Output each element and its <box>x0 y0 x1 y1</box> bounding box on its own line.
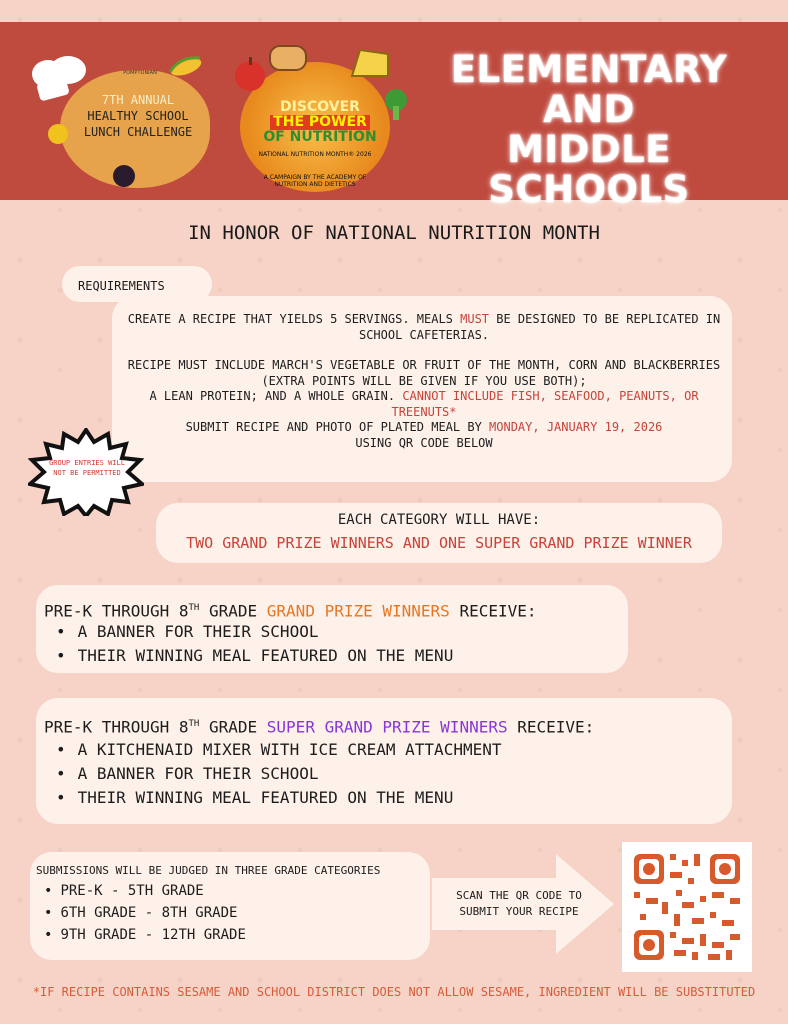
category-line-1: EACH CATEGORY WILL HAVE: <box>337 512 541 528</box>
list-item: • PRE-K - 5TH GRADE <box>44 880 246 902</box>
sgp-sup: TH <box>188 719 200 729</box>
sgp-grade: GRADE <box>199 717 267 737</box>
requirements-paragraph-3 <box>120 420 728 451</box>
grand-prize-heading <box>44 598 537 621</box>
logo2-nutrition: OF NUTRITION <box>263 129 377 145</box>
healthy-lunch-challenge-logo <box>28 44 218 194</box>
super-grand-prize-heading <box>44 714 594 737</box>
honor-heading: IN HONOR OF NATIONAL NUTRITION MONTH <box>188 222 600 244</box>
qr-code-icon <box>622 842 752 972</box>
list-item: • THEIR WINNING MEAL FEATURED ON THE MENU <box>56 644 453 668</box>
sgp-highlight: SUPER GRAND PRIZE WINNERS <box>266 717 508 737</box>
sgp-suffix: RECEIVE: <box>507 717 595 737</box>
sgp-prefix: PRE-K THROUGH 8 <box>44 717 189 737</box>
banner-title-line-3: MIDDLE SCHOOLS <box>488 128 690 211</box>
list-item: • THEIR WINNING MEAL FEATURED ON THE MENU <box>56 786 501 810</box>
logo-line-lunch: LUNCH CHALLENGE <box>83 125 193 139</box>
req-p2-b: A LEAN PROTEIN; AND A WHOLE GRAIN. <box>149 389 403 403</box>
bread-icon <box>266 40 310 74</box>
gp-sup: TH <box>188 603 200 613</box>
req-p2-a: RECIPE MUST INCLUDE MARCH'S VEGETABLE OR FRUIT OF THE MONTH, CORN AND BLACKBERRIES (EXTRA POINTS WILL BE GIVEN IF YOU USE BOTH); <box>127 358 721 388</box>
qr-code[interactable] <box>622 842 752 972</box>
req-p1-a: CREATE A RECIPE THAT YIELDS 5 SERVINGS. MEALS <box>127 312 461 326</box>
logo2-campaign: A CAMPAIGN BY THE ACADEMY OF NUTRITION AND DIETETICS <box>263 174 367 188</box>
gp-grade: GRADE <box>199 601 267 621</box>
corn-icon <box>166 52 206 82</box>
logo2-title <box>240 100 400 145</box>
banner-title-line-2: AND <box>543 88 635 131</box>
banner-title <box>444 50 734 210</box>
requirements-label: REQUIREMENTS <box>78 279 165 293</box>
logo-text <box>68 92 208 140</box>
logo-brand: POMPTONIAN <box>123 70 157 76</box>
group-entries-note: GROUP ENTRIES WILL NOT BE PERMITTED <box>49 459 125 477</box>
req-p1-b: BE DESIGNED TO BE REPLICATED IN SCHOOL CAFETERIAS. <box>358 312 721 342</box>
qr-prompt: SCAN THE QR CODE TO SUBMIT YOUR RECIPE <box>456 889 582 918</box>
requirements-paragraph-1 <box>120 312 728 343</box>
grand-prize-list <box>56 620 453 668</box>
list-item: • 9TH GRADE - 12TH GRADE <box>44 924 246 946</box>
logo2-nnm: NATIONAL NUTRITION MONTH® 2026 <box>258 151 372 158</box>
cheese-icon <box>350 46 390 82</box>
logo2-discover: DISCOVER <box>280 99 360 115</box>
logo2-power: THE POWER <box>270 115 370 130</box>
req-p1-must: MUST <box>460 312 490 326</box>
requirements-text <box>120 312 728 451</box>
judging-list <box>44 880 246 946</box>
req-p2-restriction: CANNOT INCLUDE FISH, SEAFOOD, PEANUTS, OR TREENUTS* <box>391 389 699 419</box>
super-grand-prize-list <box>56 738 501 810</box>
requirements-paragraph-2 <box>120 358 728 420</box>
req-p3-a: SUBMIT RECIPE AND PHOTO OF PLATED MEAL BY <box>185 420 490 434</box>
logo-line-healthy: HEALTHY SCHOOL <box>87 109 189 123</box>
req-deadline: MONDAY, JANUARY 19, 2026 <box>489 420 663 434</box>
category-line-2: TWO GRAND PRIZE WINNERS AND ONE SUPER GRAND PRIZE WINNER <box>186 534 692 552</box>
sesame-footnote: *IF RECIPE CONTAINS SESAME AND SCHOOL DISTRICT DOES NOT ALLOW SESAME, INGREDIENT WILL BE SUBSTITUTED <box>32 985 756 999</box>
corn-kernels-icon <box>46 122 70 146</box>
list-item: • A KITCHENAID MIXER WITH ICE CREAM ATTACHMENT <box>56 738 501 762</box>
discover-power-of-nutrition-logo <box>230 36 415 196</box>
req-p3-b: USING QR CODE BELOW <box>355 435 493 450</box>
banner-title-line-1: ELEMENTARY <box>450 48 728 91</box>
apple-icon <box>230 54 270 94</box>
gp-suffix: RECEIVE: <box>449 601 537 621</box>
logo-line-annual: 7TH ANNUAL <box>101 93 175 107</box>
blackberry-icon <box>110 162 138 190</box>
judging-heading: SUBMISSIONS WILL BE JUDGED IN THREE GRADE CATEGORIES <box>36 864 381 877</box>
gp-prefix: PRE-K THROUGH 8 <box>44 601 189 621</box>
list-item: • 6TH GRADE - 8TH GRADE <box>44 902 246 924</box>
gp-highlight: GRAND PRIZE WINNERS <box>266 601 450 621</box>
list-item: • A BANNER FOR THEIR SCHOOL <box>56 620 453 644</box>
list-item: • A BANNER FOR THEIR SCHOOL <box>56 762 501 786</box>
